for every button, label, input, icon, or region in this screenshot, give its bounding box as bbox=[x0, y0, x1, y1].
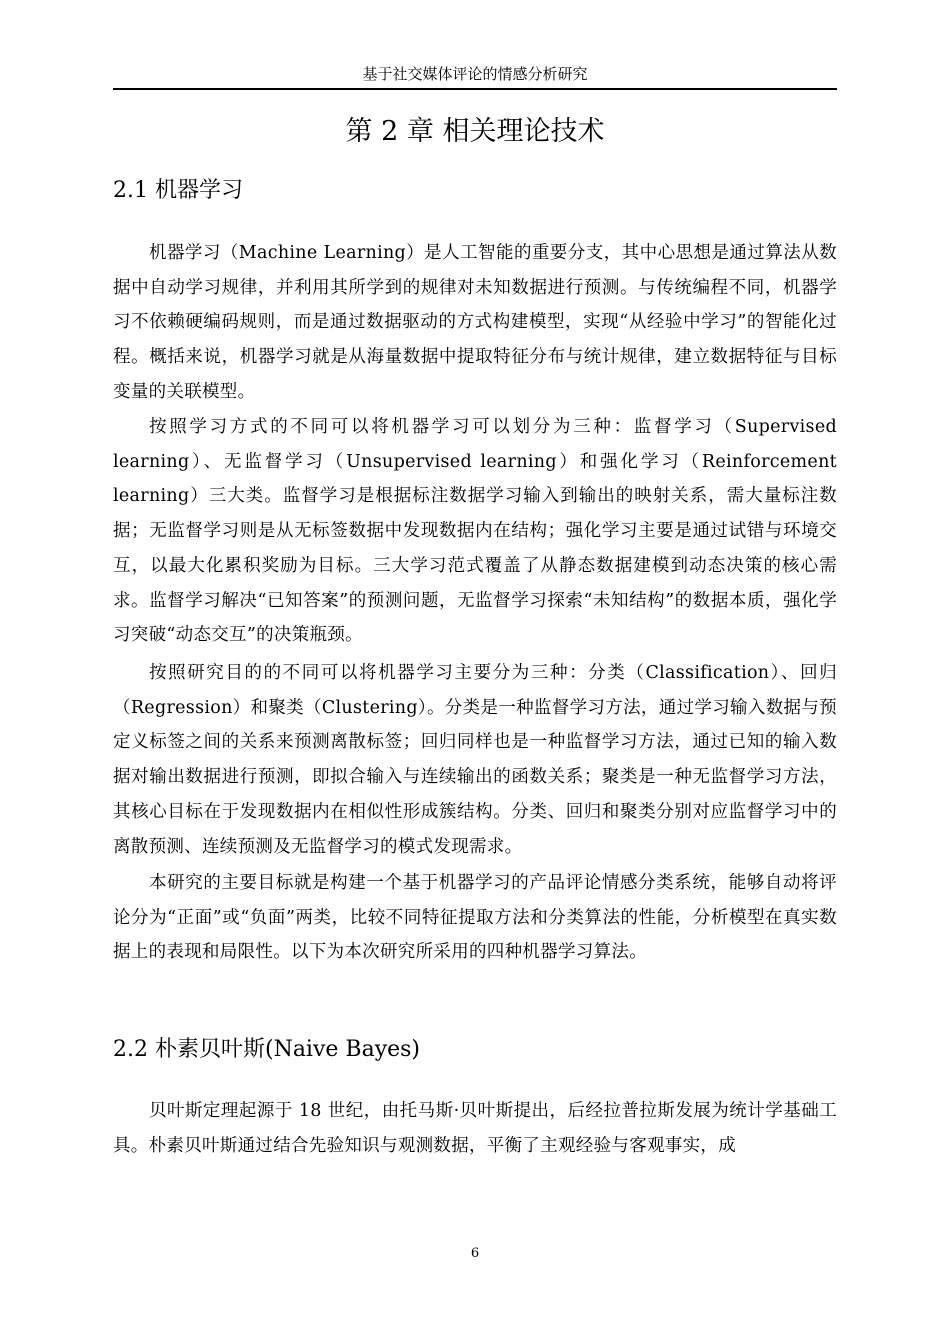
paragraph-ml-definition: 机器学习（Machine Learning）是人工智能的重要分支，其中心思想是通过算法从数据中自动学习规律，并利用其所学到的规律对未知数据进行预测。与传统编程不同，机器学习不依赖硬编码规则，而是通过数据驱动的方式构建模型，实现“从经验中学习”的智能化过程。概括来说，机器学习就是从海量数据中提取特征分布与统计规律，建立数据特征与目标变量的关联模型。 bbox=[113, 243, 837, 402]
paragraph-bayes-intro: 贝叶斯定理起源于 18 世纪，由托马斯·贝叶斯提出，后经拉普拉斯发展为统计学基础工具。朴素贝叶斯通过结合先验知识与观测数据，平衡了主观经验与客观事实，成 bbox=[113, 1101, 837, 1156]
section-heading-2-2: 2.2 朴素贝叶斯(Naive Bayes) bbox=[113, 1037, 421, 1062]
paragraph-research-purposes: 按照研究目的的不同可以将机器学习主要分为三种：分类（Classification）、回归（Regression）和聚类（Clustering）。分类是一种监督学习方法，通过学习输入数据与预定义标签之间的关系来预测离散标签；回归同样也是一种监督学习方法，通过已知的输入数据对输出数据进行预测，即拟合输入与连续输出的函数关系；聚类是一种无监督学习方法，其核心目标在于发现数据内在相似性形成簇结构。分类、回归和聚类分别对应监督学习中的离散预测、连续预测及无监督学习的模式发现需求。 bbox=[113, 663, 837, 857]
running-header: 基于社交媒体评论的情感分析研究 bbox=[113, 60, 837, 90]
paragraph-study-goal: 本研究的主要目标就是构建一个基于机器学习的产品评论情感分类系统，能够自动将评论分为“正面”或“负面”两类，比较不同特征提取方法和分类算法的性能，分析模型在真实数据上的表现和局限性。以下为本次研究所采用的四种机器学习算法。 bbox=[113, 873, 837, 963]
paragraph-learning-types: 按照学习方式的不同可以将机器学习可以划分为三种：监督学习（Supervised learning）、无监督学习（Unsupervised learning）和强化学习（Reinforcement learning）三大类。监督学习是根据标注数据学习输入到输出的映射关系，需大量标注数据；无监督学习则是从无标签数据中发现数据内在结构；强化学习主要是通过试错与环境交互，以最大化累积奖励为目标。三大学习范式覆盖了从静态数据建模到动态决策的核心需求。监督学习解决“已知答案”的预测问题，无监督学习探索“未知结构”的数据本质，强化学习突破“动态交互”的决策瓶颈。 bbox=[113, 417, 837, 646]
section-heading-2-1: 2.1 机器学习 bbox=[113, 178, 243, 203]
chapter-title: 第 2 章 相关理论技术 bbox=[345, 116, 605, 147]
page-number: 6 bbox=[470, 1246, 480, 1261]
